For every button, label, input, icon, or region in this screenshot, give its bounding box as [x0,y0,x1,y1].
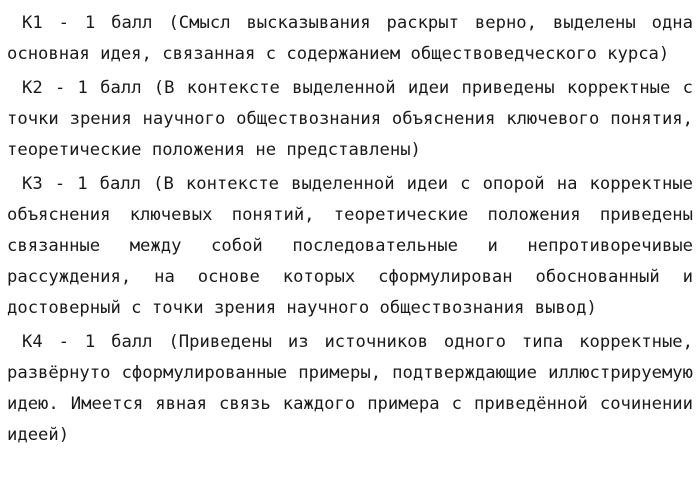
criterion-k4-paragraph: К4 - 1 балл (Приведены из источников одного типа корректные, развёрнуто сформулированные примеры, подтверждающие иллюстрируемую идею. Имеется явная связь каждого примера с приведённой сочинении идеей) [7,332,693,445]
criterion-k1-paragraph: К1 - 1 балл (Смысл высказывания раскрыт верно, выделены одна основная идея, связанная с содержанием обществоведческого курса) [7,13,693,64]
criterion-k3-paragraph: К3 - 1 балл (В контексте выделенной идеи с опорой на корректные объяснения ключевых понятий, теоретические положения приведены связанные между собой последовательные и непротиворечивые рассуждения, на основе которых сформулирован обоснованный и достоверный с точки зрения научного обществознания вывод) [7,174,693,318]
criterion-k2-paragraph: К2 - 1 балл (В контексте выделенной идеи приведены корректные с точки зрения научного обществознания объяснения ключевого понятия, теоретические положения не представлены) [7,78,693,160]
